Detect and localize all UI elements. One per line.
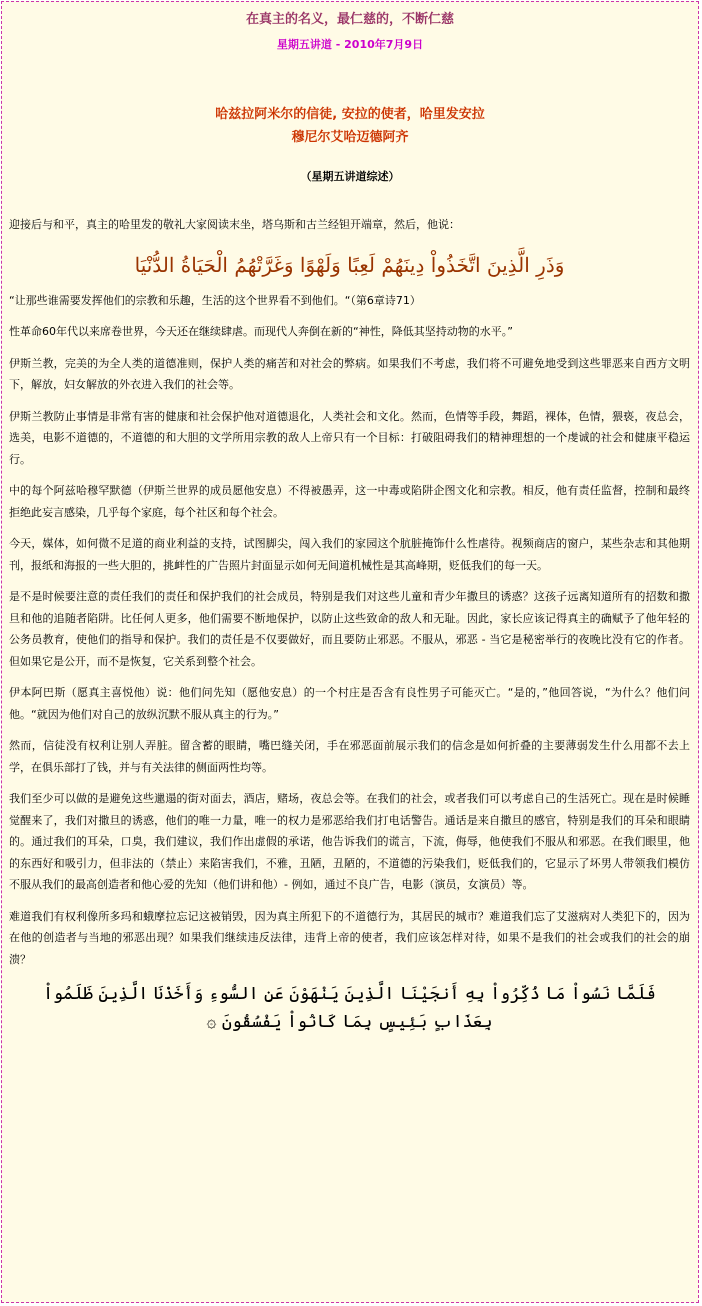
- sermon-summary-label: （星期五讲道综述）: [300, 170, 400, 183]
- sermon-body: [2, 214, 698, 1036]
- speaker-title: 哈兹拉阿米尔的信徒, 安拉的使者，哈里发安拉: [215, 107, 485, 122]
- arabic-verse-2: فَلَمَّا نَسُواْ مَا ذُكِّرُواْ بِهِ أَنجَيْنَا الَّذِينَ يَنْهَوْنَ عَنِ السُّوءِ وَأَخَذْنَا الَّذِينَ ظَلَمُواْ بِعَذَابٍ بَئِيسٍ بِمَا كَانُواْ يَفْسُقُونَ ۞: [43, 984, 656, 1032]
- paragraph: 性革命60年代以来席卷世界，今天还在继续肆虐。而现代人奔倒在新的“神性，降低其坚持动物的水平。”: [9, 325, 513, 338]
- sermon-date: 星期五讲道 - 2010年7月9日: [276, 38, 424, 51]
- paragraph: 是不是时候要注意的责任我们的责任和保护我们的社会成员，特别是我们对这些儿童和青少年撒旦的诱惑？这孩子远离知道所有的招数和撒旦和他的追随者陷阱。比任何人更多，他们需要不断地保护，以防止这些致命的敌人和无耻。因此，家长应该记得真主的确赋予了他年轻的公务员教育，使他们的指导和保护。我们的责任是不仅要做好，而且要防止邪恶。不服从，邪恶 - 当它是秘密举行的夜晚比没有它的作者。但如果它是公开，而不是恢复，它关系到整个社会。: [9, 590, 690, 668]
- basmala-heading: 在真主的名义，最仁慈的，不断仁慈: [245, 12, 454, 27]
- arabic-verse-1: وَذَرِ الَّذِينَ اتَّخَذُواْ دِينَهُمْ لَعِبًا وَلَهْوًا وَغَرَّتْهُمُ الْحَيَاةُ الدُّنْيَا: [134, 252, 565, 277]
- paragraph: 迎接后与和平，真主的哈里发的敬礼大家阅读末坐，塔乌斯和古兰经钽开端章，然后，他说：: [9, 218, 460, 231]
- sermon-page: [1, 1, 699, 1303]
- paragraph: 伊斯兰教，完美的为全人类的道德准则，保护人类的痛苦和对社会的弊病。如果我们不考虑，我们将不可避免地受到这些罪恶来自西方文明下，解放，妇女解放的外衣进入我们的社会等。: [9, 356, 690, 391]
- paragraph: 伊斯兰教防止事情是非常有害的健康和社会保护他对道德退化，人类社会和文化。然而，色情等手段，舞蹈，裸体，色情，猥亵，夜总会，选美，电影不道德的，不道德的和大胆的文学所用宗教的敌人上帝只有一个目标：打破阻碍我们的精神理想的一个虔诚的社会和健康平稳运行。: [9, 409, 690, 466]
- paragraph: 难道我们有权利像所多玛和蛾摩拉忘记这被销毁，因为真主所犯下的不道德行为，其居民的城市？难道我们忘了艾滋病对人类犯下的，因为在他的创造者与当地的邪恶出现？如果我们继续违反法律，违背上帝的使者，我们应该怎样对待，如果不是我们的社会或我们的社会的崩溃？: [9, 909, 690, 966]
- paragraph: 我们至少可以做的是避免这些邋遢的街对面去，酒店，赌场，夜总会等。在我们的社会，或者我们可以考虑自己的生活死亡。现在是时候睡觉醒来了，我们对撒旦的诱惑，他们的唯一力量，唯一的权力是邪恶给我们打电话警告。通话是来自撒旦的感官，特别是我们的耳朵和眼睛的。通过我们的耳朵，口臭，我们建议，我们作出虚假的承诺，他告诉我们的谎言，下流，侮辱，他使我们不服从和邪恶。在我们眼里，他的东西好和吸引力，但非法的（禁止）来陷害我们，不雅，丑陋，丑陋的，不道德的污染我们，贬低我们的，它显示了坏男人带领我们模仿不服从我们的最高创造者和他心爱的先知（他们讲和他）- 例如，通过不良广告，电影（演员，女演员）等。: [9, 792, 690, 891]
- paragraph: 中的每个阿兹哈穆罕默德（伊斯兰世界的成员愿他安息）不得被愚弄，这一中毒或陷阱企图文化和宗教。相反，他有责任监督，控制和最终拒绝此妄言感染，几乎每个家庭，每个社区和每个社会。: [9, 484, 690, 519]
- paragraph: “让那些谁需要发挥他们的宗教和乐趣，生活的这个世界看不到他们。“（第6章诗71）: [9, 293, 421, 307]
- speaker-name: 穆尼尔艾哈迈德阿齐: [291, 130, 409, 145]
- paragraph: 伊本阿巴斯（愿真主喜悦他）说：他们问先知（愿他安息）的一个村庄是否含有良性男子可能灭亡。“是的，”他回答说，“为什么？他们问他。“就因为他们对自己的放纵沉默不服从真主的行为。”: [9, 686, 690, 721]
- paragraph: 然而，信徒没有权利让别人弄脏。留含蓄的眼睛，嘴巴缝关闭，手在邪恶面前展示我们的信念是如何折叠的主要薄弱发生什么用都不去上学，在俱乐部打了钱，并与有关法律的侧面两性均等。: [9, 739, 690, 774]
- paragraph: 今天，媒体，如何微不足道的商业利益的支持，试图脚尖，闯入我们的家园这个肮脏掩饰什么性虐待。视频商店的窗户，某些杂志和其他期刊，报纸和海报的一些大胆的，挑衅性的广告照片封面显示如何无间道机械性是其高峰期，贬低我们的每一天。: [9, 537, 690, 572]
